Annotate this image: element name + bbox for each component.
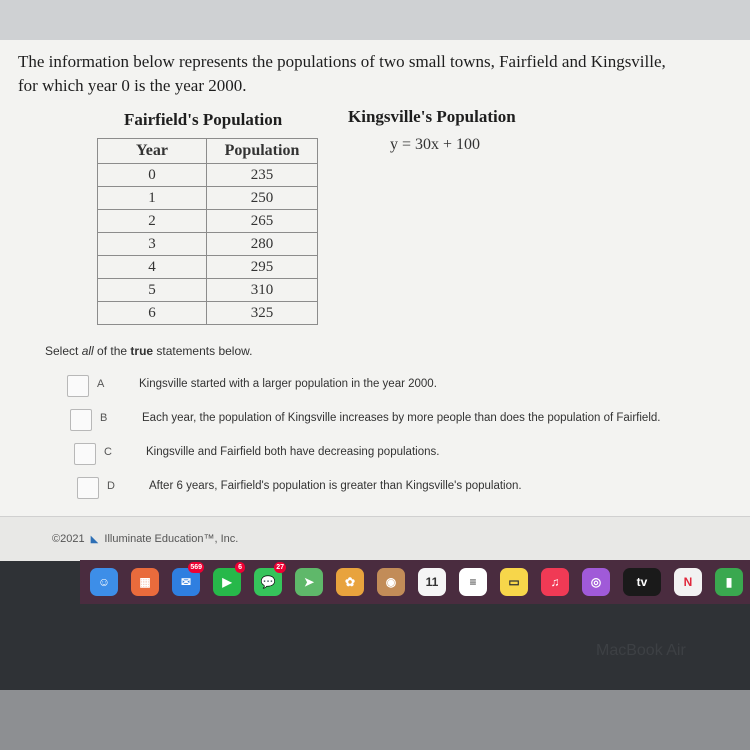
copyright-year: ©2021 — [52, 533, 85, 545]
prompt-emphasis-true: true — [130, 344, 154, 358]
prompt-text: statements below. — [153, 344, 253, 358]
notes-icon[interactable]: ▭ — [500, 568, 528, 596]
option-c-letter: C — [104, 446, 112, 458]
calendar-day: 11 — [425, 575, 439, 589]
illuminate-logo-icon: ◣ — [90, 534, 99, 545]
year-cell: 2 — [98, 210, 207, 233]
photos-icon[interactable]: ✿ — [336, 568, 364, 596]
screen-bezel-top — [0, 0, 750, 40]
messages-icon[interactable]: 💬 27 — [254, 568, 282, 596]
mail-badge: 569 — [190, 564, 202, 571]
macos-dock — [80, 560, 750, 604]
option-d-checkbox[interactable] — [77, 477, 99, 499]
kingsville-equation: y = 30x + 100 — [390, 136, 481, 153]
mail-icon[interactable]: ✉ 569 — [172, 568, 200, 596]
year-cell: 3 — [98, 233, 207, 256]
year-cell: 0 — [98, 164, 207, 187]
table-row — [98, 210, 318, 233]
option-d-letter: D — [107, 480, 115, 492]
option-a-text: Kingsville started with a larger population in the year 2000. — [139, 378, 437, 390]
population-cell: 310 — [207, 279, 318, 302]
prompt-text: of the — [93, 344, 131, 358]
music-icon[interactable]: ♫ — [541, 568, 569, 596]
option-b-checkbox[interactable] — [70, 409, 92, 431]
population-cell: 280 — [207, 233, 318, 256]
launchpad-icon[interactable]: ▦ — [131, 568, 159, 596]
copyright — [52, 533, 238, 545]
question-prompt — [45, 344, 252, 358]
table-row — [98, 164, 318, 187]
kingsville-title: Kingsville's Population — [348, 107, 516, 126]
page-footer — [0, 516, 750, 561]
year-cell: 1 — [98, 187, 207, 210]
notification-badge: 6 — [235, 562, 245, 573]
population-cell: 235 — [207, 164, 318, 187]
intro-line-2: for which year 0 is the year 2000. — [18, 76, 247, 95]
option-d-text: After 6 years, Fairfield's population is greater than Kingsville's population. — [149, 480, 522, 492]
fairfield-population-table — [97, 138, 318, 325]
question-intro — [18, 50, 718, 98]
podcasts-icon[interactable]: ◎ — [582, 568, 610, 596]
column-header-year: Year — [98, 139, 207, 164]
table-row — [98, 279, 318, 302]
option-a-checkbox[interactable] — [67, 375, 89, 397]
tv-label: tv — [636, 575, 648, 589]
prompt-emphasis-all: all — [81, 344, 94, 358]
messages-badge: 27 — [276, 564, 284, 571]
population-cell: 295 — [207, 256, 318, 279]
browser-content — [0, 40, 750, 560]
prompt-text: Select — [45, 344, 82, 358]
year-cell: 6 — [98, 302, 207, 325]
table-row — [98, 256, 318, 279]
reminders-icon[interactable]: ≡ — [459, 568, 487, 596]
intro-line-1: The information below represents the populations of two small towns, Fairfield and Kingsville, — [18, 52, 666, 71]
population-cell: 325 — [207, 302, 318, 325]
option-c-text: Kingsville and Fairfield both have decreasing populations. — [146, 446, 440, 458]
option-c-checkbox[interactable] — [74, 443, 96, 465]
calendar-icon[interactable] — [418, 568, 446, 596]
year-cell: 5 — [98, 279, 207, 302]
table-row — [98, 187, 318, 210]
table-row — [98, 233, 318, 256]
news-icon[interactable]: N — [674, 568, 702, 596]
apple-tv-icon[interactable] — [623, 568, 661, 596]
numbers-icon[interactable]: ▮ — [715, 568, 743, 596]
fairfield-title: Fairfield's Population — [124, 110, 283, 129]
option-b-text: Each year, the population of Kingsville increases by more people than does the population of Fairfield. — [142, 412, 661, 424]
contacts-icon[interactable]: ◉ — [377, 568, 405, 596]
table-header-row — [98, 139, 318, 164]
macbook-label: MacBook Air — [596, 642, 686, 659]
population-cell: 265 — [207, 210, 318, 233]
maps-icon[interactable]: ➤ — [295, 568, 323, 596]
facetime-icon[interactable]: ▶ 6 — [213, 568, 241, 596]
table-row — [98, 302, 318, 325]
finder-icon[interactable]: ☺ — [90, 568, 118, 596]
company-name: Illuminate Education™, Inc. — [104, 533, 239, 545]
laptop-base — [0, 690, 750, 750]
population-cell: 250 — [207, 187, 318, 210]
column-header-population: Population — [207, 139, 318, 164]
option-b-letter: B — [100, 412, 108, 424]
option-a-letter: A — [97, 378, 105, 390]
year-cell: 4 — [98, 256, 207, 279]
